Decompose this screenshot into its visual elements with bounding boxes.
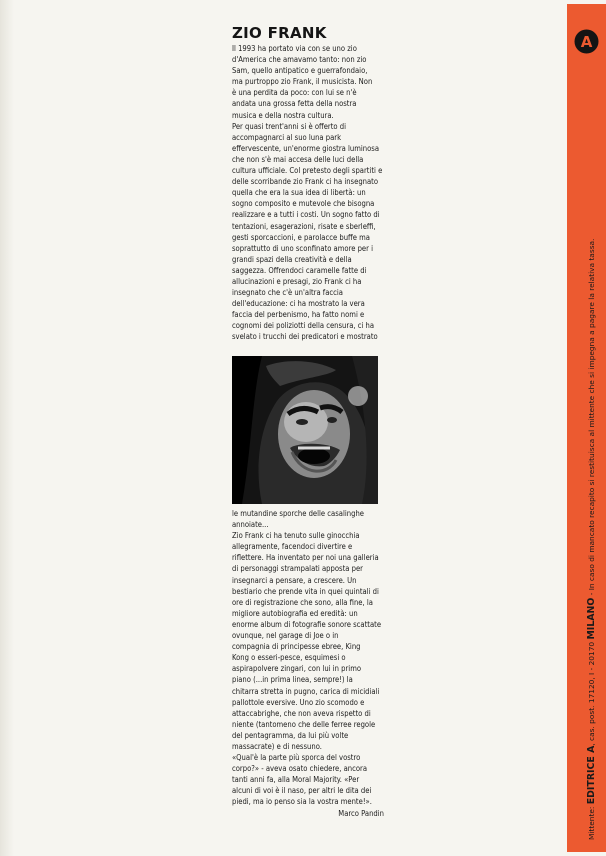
text-line: bestiario che prende vita in quei quintali di (232, 586, 379, 596)
text-line: pallottole eversive. Uno zio scomodo e (232, 697, 365, 707)
city-name: MILANO (586, 597, 597, 640)
text-line: ore di registrazione che sono, alla fine, la (232, 597, 373, 607)
text-line: Sam, quello antipatico e guerrafondaio, (232, 66, 368, 76)
text-line: allucinazioni e presagi, zio Frank ci ha (232, 276, 362, 286)
text-line: riflettere. Ha inventato per noi una galleria (232, 553, 379, 563)
text-line: Il 1993 ha portato via con se uno zio (232, 44, 357, 53)
article-photo (232, 356, 378, 504)
text-line: è una perdita da poco: con lui se n'è (232, 88, 357, 98)
text-line: quella che era la sua idea di libertà: un (232, 188, 366, 198)
mailing-spine (567, 4, 606, 852)
text-line: d'America che amavamo tanto: non zio (232, 55, 367, 65)
text-line: corpo?» - aveva osato chiedere, ancora (232, 764, 368, 774)
sender-address (586, 239, 597, 840)
text-line: «Qual'è la parte più sporca del vostro (232, 753, 361, 763)
text-line: insegnarci a pensare, a crescere. Un (232, 575, 357, 585)
text-line: soprattutto di uno sconfinato amore per i (232, 243, 373, 253)
text-line: cultura ufficiale. Col pretesto degli spartiti e (232, 166, 383, 176)
text-line: enorme album di fotografie sonore scattate (232, 619, 382, 629)
text-line: di personaggi strampalati apposta per (232, 564, 363, 574)
text-line: cognomi dei poliziotti della censura, ci ha (232, 321, 375, 331)
text-line: piedi, ma io penso sia la vostra mente!». (232, 797, 372, 807)
text-line: tanti anni fa, alla Moral Majority. «Per (232, 775, 360, 785)
text-line: dell'educazione: ci ha mostrato la vera (232, 299, 365, 309)
text-line: compagnia di principesse ebree, King (232, 642, 361, 652)
text-line: delle scorribande zio Frank ci ha insegnato (232, 177, 379, 187)
text-line: insegnato che c'è un'altra faccia (232, 288, 343, 298)
text-line: ovunque, nel garage di Joe o in (232, 631, 339, 641)
text-line: svelato i trucchi dei predicatori e mostrato (232, 332, 378, 342)
text-line: accompagnarci al suo luna park (232, 132, 342, 142)
article-text-top (232, 43, 384, 343)
text-line: Kong o esseri-pesce, esquimesi o (232, 653, 346, 663)
text-line: annoiate... (232, 520, 269, 530)
anarchy-a-logo-icon (574, 29, 599, 54)
text-line: grandi spazi della creatività e della (232, 254, 352, 264)
text-line: saggezza. Offrendoci caramelle fatte di (232, 265, 367, 275)
text-line: migliore autobiografia ed eredità: un (232, 608, 358, 618)
text-line: Per quasi trent'anni si è offerto di (232, 121, 346, 131)
text-line: effervescente, un'enorme giostra luminosa (232, 143, 380, 153)
text-line: ma purtroppo zio Frank, il musicista. Non (232, 77, 373, 87)
text-line: realizzare e a tutti i costi. Un sogno fatto di (232, 210, 380, 220)
text-line: faccia del perbenismo, ha fatto nomi e (232, 310, 365, 320)
postal-address: , cas. post. 17120, I - 20170 (587, 639, 596, 746)
logo-letter: A (580, 33, 593, 51)
text-line: musica e della nostra cultura. (232, 110, 334, 120)
author-signature: Marco Pandin (338, 808, 384, 818)
text-line: Zio Frank ci ha tenuto sulle ginocchia (232, 531, 360, 541)
text-line: allegramente, facendoci divertire e (232, 542, 353, 552)
text-line: alcuni di voi è il naso, per altri le dita dei (232, 786, 372, 796)
text-line: gesti sporcaccioni, e parolacce buffe ma (232, 232, 370, 242)
article-title: ZIO FRANK (232, 24, 327, 42)
sender-prefix: Mittente: (587, 804, 596, 840)
return-notice: - In caso di mancato recapito si restituisca al mittente che si impegna a pagare la relativa tassa. (587, 238, 596, 598)
text-line: attaccabrighe, che non aveva rispetto di (232, 708, 371, 718)
text-line: massacrate) e di nessuno. (232, 741, 322, 751)
publisher-name: EDITRICE A (586, 745, 597, 805)
text-line: che non s'è mai accesa delle luci della (232, 154, 364, 164)
text-line: aspirapolvere zingari, con lui in primo (232, 664, 362, 674)
text-line: chitarra stretta in pugno, carica di micidiali (232, 686, 380, 696)
text-line: andata una grossa fetta della nostra (232, 99, 357, 109)
text-line: del pentagramma, da lui più volte (232, 730, 349, 740)
text-line: sogno composito e mutevole che bisogna (232, 199, 375, 209)
text-line: tentazioni, esagerazioni, risate e sberleffi, (232, 221, 376, 231)
text-line: le mutandine sporche delle casalinghe (232, 509, 364, 518)
article-text-bottom (232, 508, 384, 819)
text-line: niente (tantomeno che delle ferree regole (232, 719, 376, 729)
text-line: piano (...in prima linea, sempre!) la (232, 675, 353, 685)
